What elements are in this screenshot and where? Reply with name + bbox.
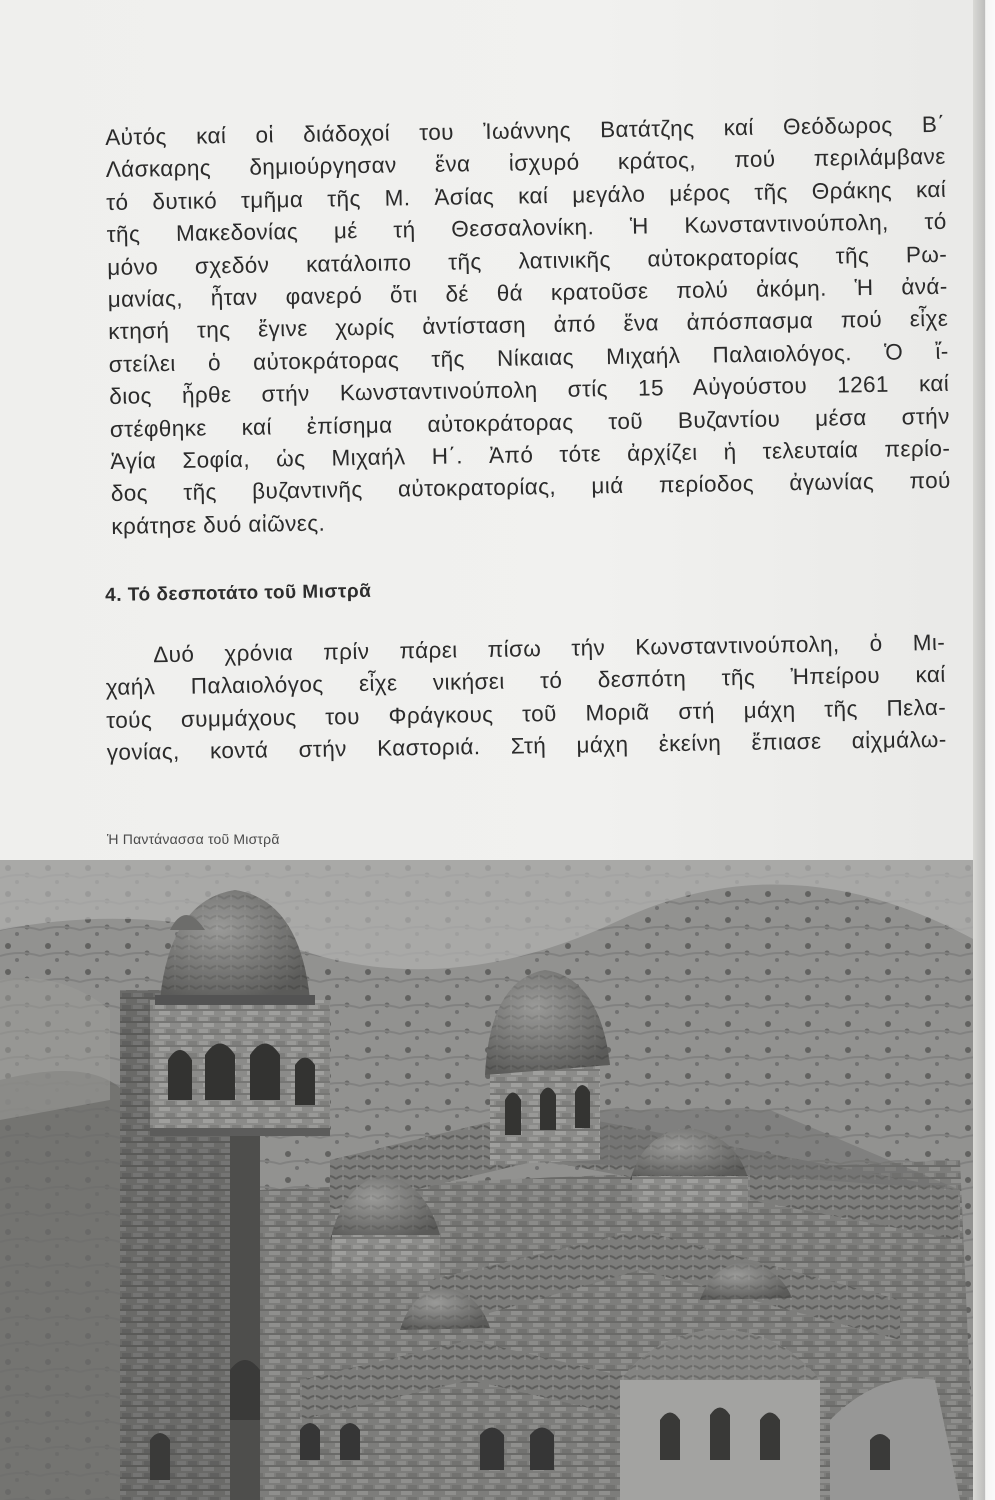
text-line: στείλει ὁ αὐτοκράτορας τῆς Νίκαιας Μιχαήλ Παλαιολόγος. Ὁ ἴ- xyxy=(108,338,949,377)
text-line: γονίας, κοντά στήν Καστοριά. Στή μάχη ἐκείνη ἔπιασε αἰχμάλω- xyxy=(106,727,947,766)
text-line: τῆς Μακεδονίας μέ τή Θεσσαλονίκη. Ἡ Κωνσταντινούπολη, τό xyxy=(106,209,947,248)
text-line: κράτησε δυό αἰῶνες. xyxy=(111,510,326,539)
church-photograph xyxy=(0,860,975,1500)
text-line: στέφθηκε καί ἐπίσημα αὐτοκράτορας τοῦ Βυζαντίου μέσα στήν xyxy=(109,403,950,442)
text-line: κτησή της ἔγινε χωρίς ἀντίσταση ἀπό ἕνα ἀπόσπασμα πού εἶχε xyxy=(108,306,949,345)
text-line: μανίας, ἦταν φανερό ὅτι δέ θά κρατοῦσε πολύ ἀκόμη. Ἡ ἀνά- xyxy=(107,273,948,313)
text-line: χαήλ Παλαιολόγος εἶχε νικήσει τό δεσπότη τῆς Ἠπείρου καί xyxy=(105,662,946,701)
paragraph-byzantine-restoration xyxy=(105,109,952,543)
text-line: τό δυτικό τμῆμα τῆς Μ. Ἀσίας καί μεγάλο μέρος τῆς Θράκης καί xyxy=(106,176,947,215)
text-line: Αὐτός καί οἱ διάδοχοί του Ἰωάννης Βατάτζης καί Θεόδωρος Β΄ xyxy=(105,111,946,150)
text-line: διος ἦρθε στήν Κωνσταντινούπολη στίς 15 Αὐγούστου 1261 καί xyxy=(109,371,950,410)
text-line: τούς συμμάχους του Φράγκους τοῦ Μοριᾶ στή μάχη τῆς Πελα- xyxy=(106,694,947,733)
text-line: Ἁγία Σοφία, ὡς Μιχαήλ Η΄. Ἀπό τότε ἀρχίζει ἡ τελευταία περίο- xyxy=(110,435,951,475)
text-line: Δυό χρόνια πρίν πάρει πίσω τήν Κωνσταντινούπολη, ὁ Μι- xyxy=(153,629,946,668)
section-heading: 4. Τό δεσποτάτο τοῦ Μιστρᾶ xyxy=(105,580,372,606)
church-illustration xyxy=(0,860,975,1500)
text-line: Λάσκαρης δημιούργησαν ἕνα ἰσχυρό κράτος, πού περιλάμβανε xyxy=(105,144,946,183)
text-line: δος τῆς βυζαντινῆς αὐτοκρατορίας, μιά περίοδος ἀγωνίας πού xyxy=(110,468,951,507)
photo-caption: Ἡ Παντάνασσα τοῦ Μιστρᾶ xyxy=(107,831,280,847)
page-edge xyxy=(973,0,995,1500)
text-line: μόνο σχεδόν κατάλοιπο τῆς λατινικῆς αὐτοκρατορίας τῆς Ρω- xyxy=(107,241,948,280)
paragraph-despotate-mystras xyxy=(105,627,947,770)
